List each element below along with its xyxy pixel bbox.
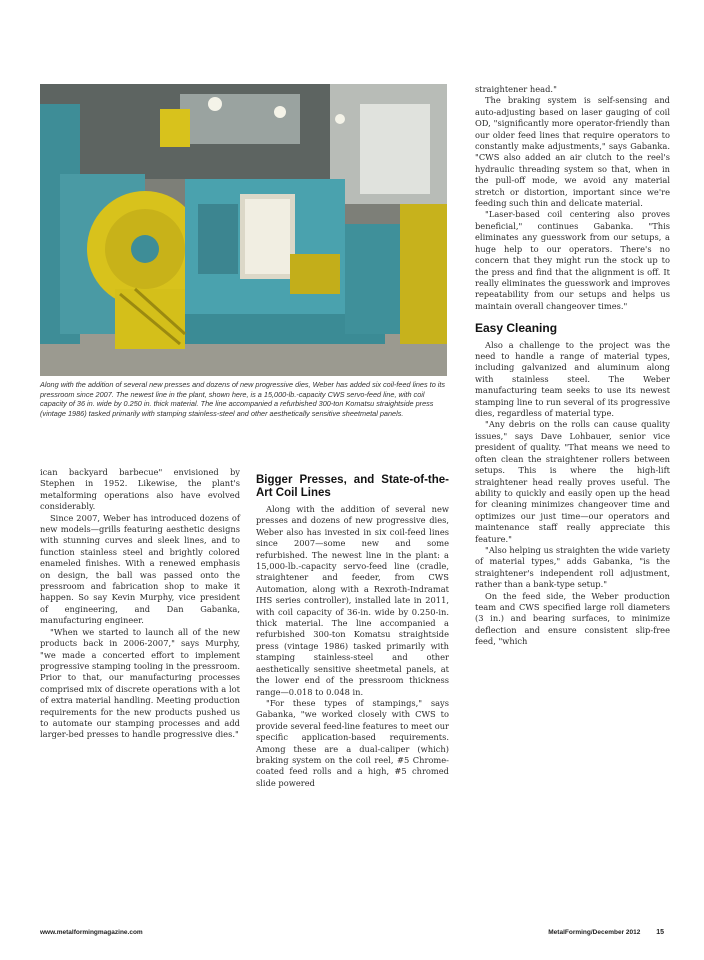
footer-website: www.metalformingmagazine.com [40,929,143,936]
footer-publication [548,929,664,936]
paragraph: straightener head." [475,84,557,94]
paragraph: "Laser-based coil centering also proves beneficial," continues Gabanka. "This eliminates any guesswork from our setups, a huge help to our operators. There's no concern that they might run the stock up to the press and find that the alignment is off. It really eliminates the guesswork and improves repeatability from our setups and helps us maintain overall changeover times." [475,209,670,311]
page-number: 15 [656,929,664,936]
article-column-2 [256,474,449,789]
photo-illustration [40,84,447,376]
paragraph: "Any debris on the rolls can cause quality issues," says Dave Lohbauer, senior vice president of quality. "That means we need to often clean the straightener rollers between setups. This is where the high-lift straightener head really proves useful. The ability to quickly and easily open up the head for cleaning minimizes changeover time and optimizes our just time—our operators and maintenance staff really appreciate this feature." [475,419,670,544]
paragraph: "For these types of stampings," says Gabanka, "we worked closely with CWS to provide several feed-line features to meet our specific application-based requirements. Among these are a dual-caliper (which) braking system on the coil reel, #5 Chrome-coated feed rolls and a high, #5 chromed slide powered [256,697,449,788]
paragraph: "Also helping us straighten the wide variety of material types," adds Gabanka, "is the straightener's independent roll adjustment, rather than a bank-type setup." [475,544,670,590]
article-column-3 [475,84,670,648]
section-heading: Bigger Presses, and State-of-the-Art Coil Lines [256,474,449,499]
paragraph: The braking system is self-sensing and auto-adjusting based on laser gauging of coil OD, "significantly more operator-friendly than our older feed lines that require operators to constantly make adjustments," says Gabanka. "CWS also added an air clutch to the reel's hydraulic threading system so that, when in the pull-off mode, we avoid any material stretch or distortion, important since we're feeding such thin and delicate material. [475,95,670,209]
paragraph: Also a challenge to the project was the need to handle a range of material types, including galvanized and aluminum along with stainless steel. The Weber manufacturing team seeks to use its newest stamping line to run several of its progressive dies, regardless of material type. [475,339,670,419]
paragraph: "When we started to launch all of the new products back in 2006-2007," says Murphy, "we made a concerted effort to implement progressive stamping tooling in the pressroom. Prior to that, our manufacturing processes comprised mix of discrete operations with a lot of extra material handling. Meeting production requirements for the new products pushed us to automate our stamping processes and add larger-bed presses to handle progressive dies." [40,626,240,740]
paragraph: ican backyard barbecue" envisioned by Stephen in 1952. Likewise, the plant's metalforming operations also have evolved considerably. [40,467,240,512]
press-line-photo [40,84,447,376]
section-heading: Easy Cleaning [475,321,558,336]
paragraph: On the feed side, the Weber production team and CWS specified large roll diameters (3 in.) and bearing surfaces, to minimize deflection and ensure consistent slip-free feed, "which [475,590,670,647]
photo-caption: Along with the addition of several new presses and dozens of new progressive dies, Weber has added six coil-feed lines to its pressroom since 2007. The newest line in the plant, shown here, is a 15,000-lb.-capacity CWS servo-feed line, with coil capacity of 36 in. wide by 0.250 in. thick material. The line accompanied a refurbished 300-ton Komatsu straightside press (vintage 1986) tasked primarily with stamping stainless-steel and other aesthetically sensitive sheetmetal panels. [40,380,446,418]
paragraph: Along with the addition of several new presses and dozens of new progressive dies, Weber also has invested in six coil-feed lines since 2007—some new and some refurbished. The newest line in the plant: a 15,000-lb.-capacity servo-feed line (cradle, straightener and feeder, from CWS Automation, along with a Rexroth-Indramat IHS series controller), installed late in 2011, with coil capacity of 36-in. wide by 0.250-in. thick material. The line accompanied a refurbished 300-ton Komatsu straightside press (vintage 1986) tasked primarily with stamping stainless-steel and other aesthetically sensitive sheetmetal panels, at the lower end of the pressroom thickness range—0.018 to 0.048 in. [256,504,449,697]
paragraph: Since 2007, Weber has introduced dozens of new models—grills featuring aesthetic designs with stunning curves and sleek lines, and to function stainless steel and brightly colored enameled finishes. With a renewed emphasis on design, the ball was passed onto the pressroom and fabrication shop to make it happen. So say Kevin Murphy, vice president of engineering, and Dan Gabanka, manufacturing engineer. [40,512,240,626]
article-column-1 [40,467,240,741]
publication-name: MetalForming/December 2012 [548,929,641,936]
